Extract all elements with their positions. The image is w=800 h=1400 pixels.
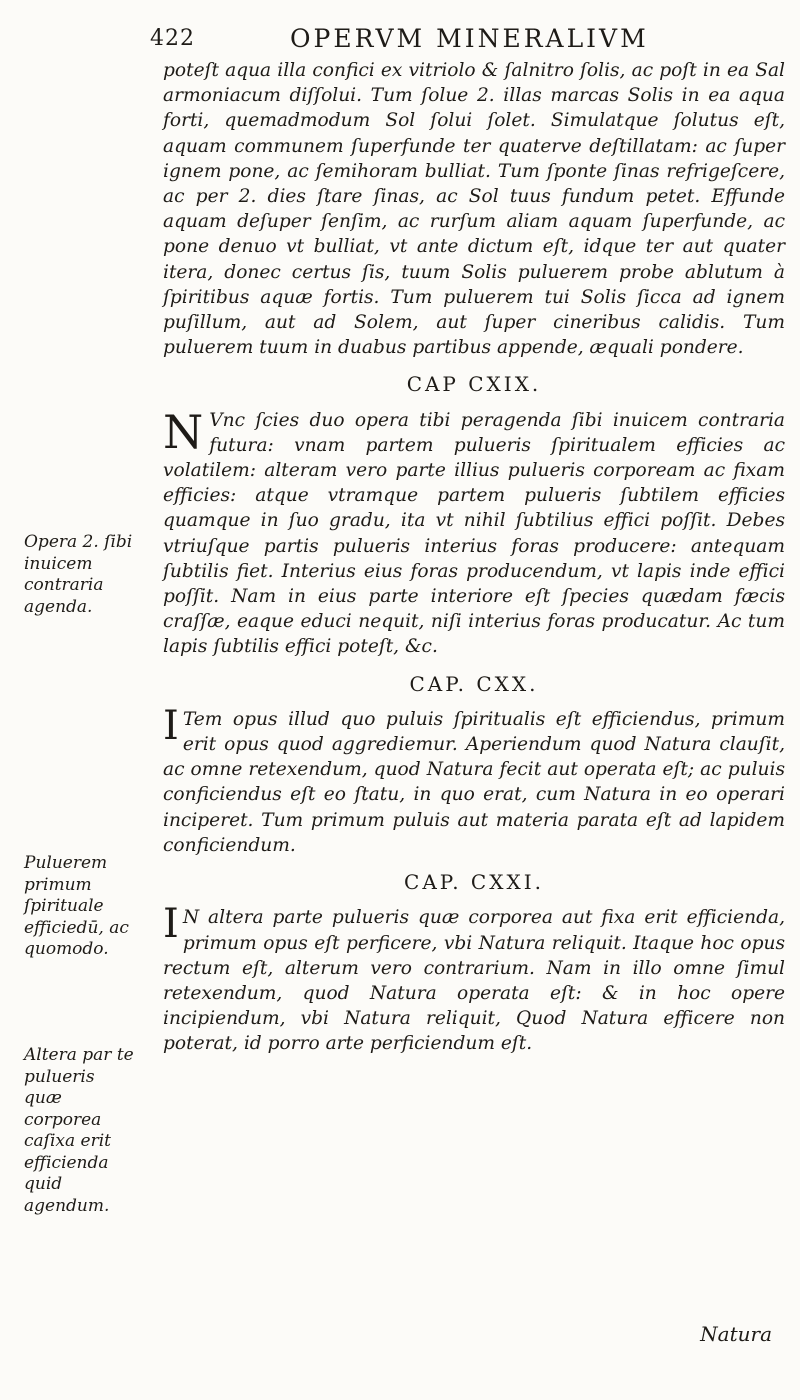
drop-cap-initial: I [163, 901, 179, 948]
catchword: Natura [700, 1322, 772, 1346]
chapter-heading-cxix: CAP CXIX. [406, 372, 542, 397]
page-number: 422 [150, 26, 195, 51]
chapter-cxx-paragraph [163, 702, 785, 858]
drop-cap-initial: N [163, 404, 204, 459]
intro-paragraph: poteſt aqua illa confici ex vitriolo & ſalnitro ſolis, ac poſt in ea Sal armoniacum diſſolui. Tum ſolue 2. illas marcas Solis in ea aqua forti, quemadmodum Sol ſolui ſolet. Simulatque ſolutus eſt, aquam communem ſuperfunde ter quaterve deſtillatam: ac ſuper ignem pone, ac ſemihoram bulliat. Tum ſponte ſinas refrigeſcere, ac per 2. dies ſtare ſinas, ac Sol tuus fundum petet. Effunde aquam deſuper ſenſim, ac rurſum aliam aquam ſuperfunde, ac pone denuo vt bulliat, vt ante dictum eſt, idque ter aut quater itera, donec certus ſis, tuum Solis puluerem probe ablutum à ſpiritibus aquæ fortis. Tum puluerem tui Solis ſicca ad ignem puſillum, aut ad Solem, aut ſuper cineribus calidis. Tum puluerem tuum in duabus partibus appende, æquali pondere. [163, 60, 785, 359]
chapter-cxxi-paragraph [163, 901, 785, 1056]
main-text [163, 58, 785, 1057]
margin-note-cxxi: Altera par te pulueris quæ corporea caſixa erit efficienda quid agendum. [24, 1045, 134, 1216]
chapter-heading-cxxi: CAP. CXXI. [404, 870, 544, 895]
chapter-cxix-text: Vnc ſcies duo opera tibi peragenda ſibi inuicem contraria futura: vnam partem pulueris ſpiritualem efficies ac volatilem: alteram vero parte illius pulueris corpoream ac fixam efficies: atque vtramque partem pulueris ſubtilem efficies quamque in ſuo gradu, ita vt nihil ſubtilius effici poſſit. Debes vtriuſque partis pulueris interius foras producere: antequam ſubtilis fiet. Interius eius foras producendum, vt lapis inde effici poſſit. Nam in eius parte interiore eſt ſpecies quædam fæcis craſſæ, eaque educi nequit, niſi interius foras producatur. Ac tum lapis ſubtilis effici poteſt, &c. [163, 409, 785, 658]
drop-cap-initial: I [163, 702, 179, 749]
chapter-heading-cxx: CAP. CXX. [409, 671, 539, 696]
chapter-cxxi-text: N altera parte pulueris quæ corporea aut fixa erit efficienda, primum opus eſt perficere, vbi Natura reliquit. Itaque hoc opus rectum eſt, alterum vero contrarium. Nam in illo omne ſimul retexendum, quod Natura operata eſt: & in hoc opere incipiendum, vbi Natura reliquit, Quod Natura efficere non poterat, id porro arte perficiendum eſt. [163, 907, 785, 1055]
margin-note-cxix: Opera 2. ſibi inuicem contraria agenda. [24, 532, 133, 617]
page-header [150, 22, 770, 56]
chapter-cxix-paragraph [163, 404, 785, 660]
margin-note-cxx: Puluerem primum ſpirituale efficiedū, ac quomodo. [24, 853, 129, 959]
running-head: OPERVM MINERALIVM [290, 24, 649, 53]
chapter-cxx-text: Tem opus illud quo puluis ſpiritualis eſt efficiendus, primum erit opus quod aggrediemur. Aperiendum quod Natura clauſit, ac omne retexendum, quod Natura fecit aut operata eſt; ac puluis conficiendus eſt eo ſtatu, in quo erat, cum Natura in eo operari inciperet. Tum primum puluis aut materia parata eſt ad lapidem conficiendum. [163, 708, 785, 856]
